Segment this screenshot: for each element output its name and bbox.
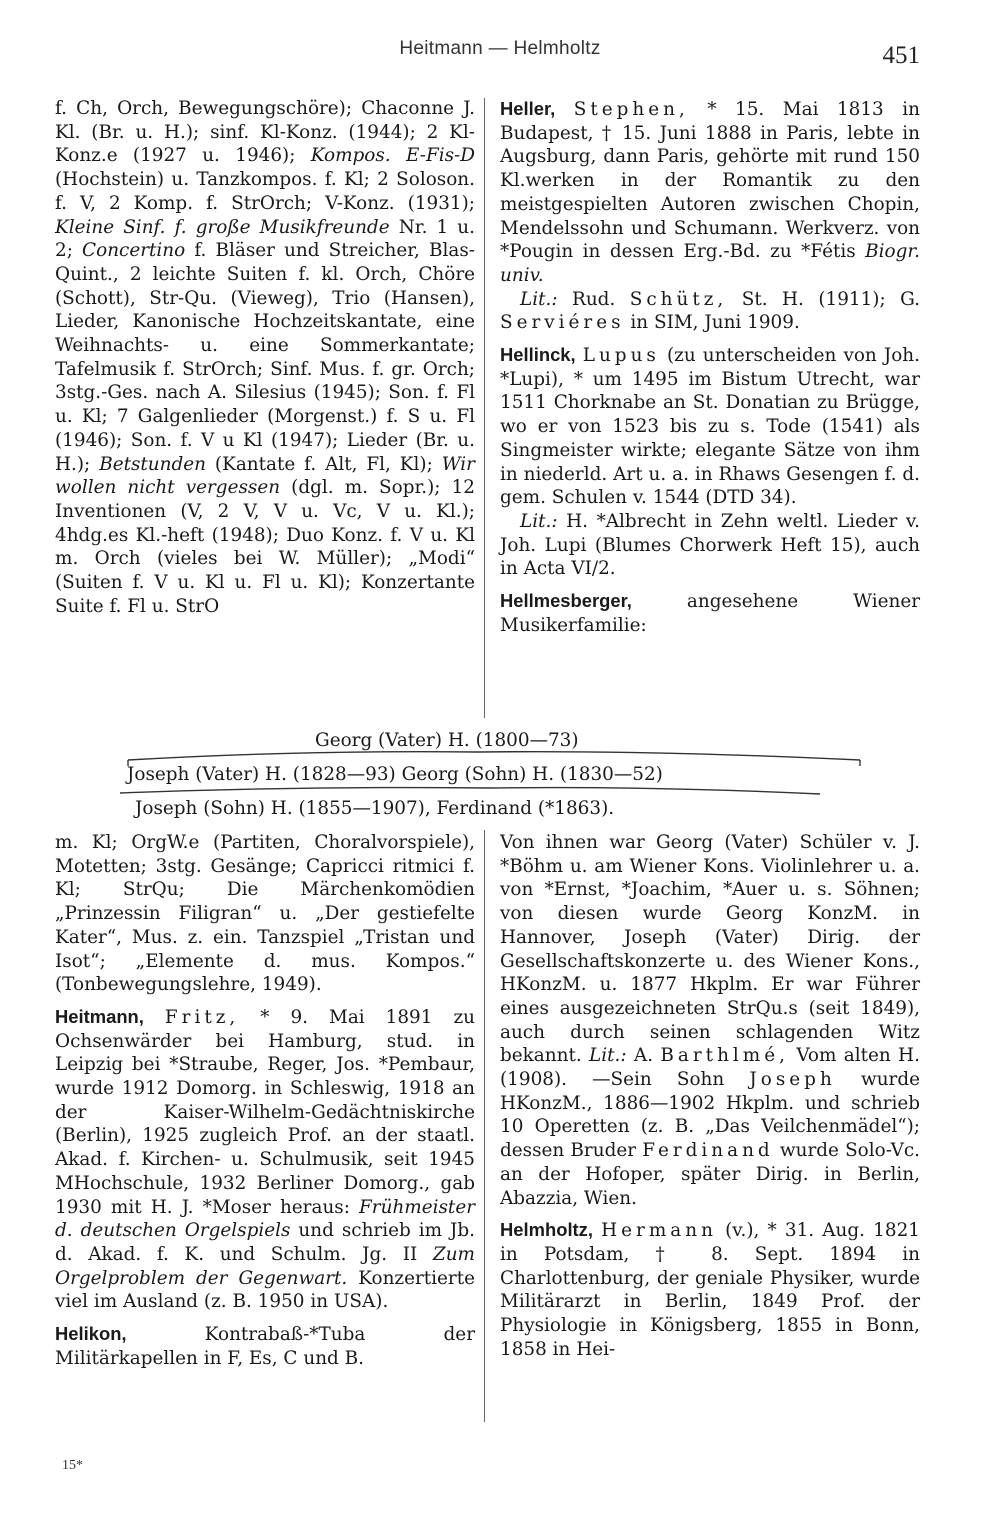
tree-generation-3: Joseph (Sohn) H. (1855—1907), Ferdinand (*1863). [135, 798, 615, 819]
paragraph: m. Kl; OrgW.e (Partiten, Choralvorspiele), Motetten; 3stg. Gesänge; Capricci ritmici f. Kl; StrQu; Die Märchenkomödien „Prinzessin Filigran“ u. „Der gestiefelte Kater“, Mus. z. ein. Tanzspiel „Tristan und Isot“; „Elemente d. mus. Kompos.“ (Tonbewegungslehre, 1949). [55, 832, 475, 996]
column-divider [484, 830, 485, 1422]
page-header [0, 38, 1000, 68]
column-divider [484, 98, 485, 718]
lemma: Hellmesberger, [500, 590, 632, 612]
printer-signature: 15* [62, 1458, 83, 1473]
tree-generation-2: Joseph (Vater) H. (1828—93) Georg (Sohn) H. (1830—52) [127, 764, 663, 785]
entry-helikon: Helikon, Kontrabaß-*Tuba der Militärkapellen in F, Es, C und B. [55, 1323, 475, 1369]
lemma: Helikon, [55, 1323, 127, 1345]
paragraph: Von ihnen war Georg (Vater) Schüler v. J. *Böhm u. am Wiener Kons. Violinlehrer u. a. von *Ernst, *Joachim, *Auer u. s. Söhnen; von diesen wurde Georg KonzM. in Hannover, Joseph (Vater) Dirig. der Gesellschaftskonzerte u. des Wiener Kons., HKonzM. u. 1877 Hkplm. Er war Führer eines ausgezeichneten StrQu.s (seit 1849), auch durch seinen schlagenden Witz bekannt. Lit.: A. Barthlmé, Vom alten H. (1908). —Sein Sohn Joseph wurde HKonzM., 1886—1902 Hkplm. und schrieb 10 Operetten (z. B. „Das Veilchenmädel“); dessen Bruder Ferdinand wurde Solo-Vc. an der Hofoper, später Dirig. in Berlin, Abazzia, Wien. [500, 832, 920, 1209]
right-column-bottom [500, 831, 920, 1361]
left-column-bottom [55, 831, 475, 1370]
lemma: Helmholtz, [500, 1219, 593, 1241]
entry-heller: Heller, Stephen, * 15. Mai 1813 in Budapest, † 15. Juni 1888 in Paris, lebte in Augsburg, dann Paris, gehörte mit rund 150 Kl.werken in der Romantik zu den meistgespielten Autoren zwischen Chopin, Mendelssohn und Schumann. Werkverz. von *Pougin in dessen Erg.-Bd. zu *Fétis Biogr. univ. [500, 98, 920, 286]
running-head: Heitmann — Helmholtz [399, 38, 601, 59]
heller-literature: Lit.: Rud. Schütz, St. H. (1911); G. Serviéres in SIM, Juni 1909. [500, 288, 920, 334]
page-number: 451 [882, 42, 920, 69]
entry-helmholtz: Helmholtz, Hermann (v.), * 31. Aug. 1821 in Potsdam, † 8. Sept. 1894 in Charlottenburg, der geniale Physiker, wurde Militärarzt in Berlin, 1849 Prof. der Physiologie in Königsberg, 1855 in Bonn, 1858 in Hei- [500, 1219, 920, 1360]
tree-root: Georg (Vater) H. (1800—73) [315, 730, 579, 751]
lemma: Heller, [500, 98, 556, 119]
family-tree [0, 726, 1000, 826]
lemma: Heitmann, [55, 1005, 144, 1027]
entry-hellmesberger: Hellmesberger, angesehene Wiener Musikerfamilie: [500, 590, 920, 636]
entry-hellinck: Hellinck, Lupus (zu unterscheiden von Joh. *Lupi), * um 1495 im Bistum Utrecht, war 1511 Chorknabe an St. Donatian zu Brügge, wo er von 1523 bis zu s. Tode (1541) als Singmeister wirkte; elegante Sätze von ihm in niederld. Art u. a. in Rhaws Gesengen f. d. gem. Schulen v. 1544 (DTD 34). [500, 344, 920, 509]
entry-heitmann: Heitmann, Fritz, * 9. Mai 1891 zu Ochsenwärder bei Hamburg, stud. in Leipzig bei *Straube, Reger, Jos. *Pembaur, wurde 1912 Domorg. in Schleswig, 1918 an der Kaiser-Wilhelm-Gedächtniskirche (Berlin), 1925 zugleich Prof. an der staatl. Akad. f. Kirchen- u. Schulmusik, seit 1945 MHochschule, 1932 Berliner Domorg., gab 1930 mit H. J. *Moser heraus: Frühmeister d. deutschen Orgelspiels und schrieb im Jb. d. Akad. f. K. und Schulm. Jg. II Zum Orgelproblem der Gegenwart. Konzertierte viel im Ausland (z. B. 1950 in USA). [55, 1005, 475, 1313]
right-column-top [500, 97, 920, 637]
left-column-top [55, 97, 475, 618]
hellinck-literature: Lit.: H. *Albrecht in Zehn weltl. Lieder v. Joh. Lupi (Blumes Chorwerk Heft 15), auch in Acta VI/2. [500, 510, 920, 580]
lemma: Hellinck, [500, 344, 576, 366]
paragraph: f. Ch, Orch, Bewegungschöre); Chaconne J. Kl. (Br. u. H.); sinf. Kl-Konz. (1944); 2 Kl-Konz.e (1927 u. 1946); Kompos. E-Fis-D (Hochstein) u. Tanzkompos. f. Kl; 2 Soloson. f. V, 2 Komp. f. StrOrch; V-Konz. (1931); Kleine Sinf. f. große Musikfreunde Nr. 1 u. 2; Concertino f. Bläser und Streicher, Blas-Quint., 2 leichte Suiten f. kl. Orch, Chöre (Schott), Str-Qu. (Vieweg), Trio (Hansen), Lieder, Kanonische Hochzeitskantate, eine Weihnachts- u. eine Sommerkantate; Tafelmusik f. StrOrch; Sinf. Mus. f. gr. Orch; 3stg.-Ges. nach A. Silesius (1945); Son. f. Fl u. Kl; 7 Galgenlieder (Morgenst.) f. S u. Fl (1946); Son. f. V u Kl (1947); Lieder (Br. u. H.); Betstunden (Kantate f. Alt, Fl, Kl); Wir wollen nicht vergessen (dgl. m. Sopr.); 12 Inventionen (V, 2 V, V u. Vc, V u. Kl.); 4hdg.es Kl.-heft (1948); Duo Konz. f. V u. Kl m. Orch (vieles bei W. Müller); „Modi“ (Suiten f. V u. Kl u. Fl u. Kl); Konzertante Suite f. Fl u. StrO [55, 98, 475, 617]
